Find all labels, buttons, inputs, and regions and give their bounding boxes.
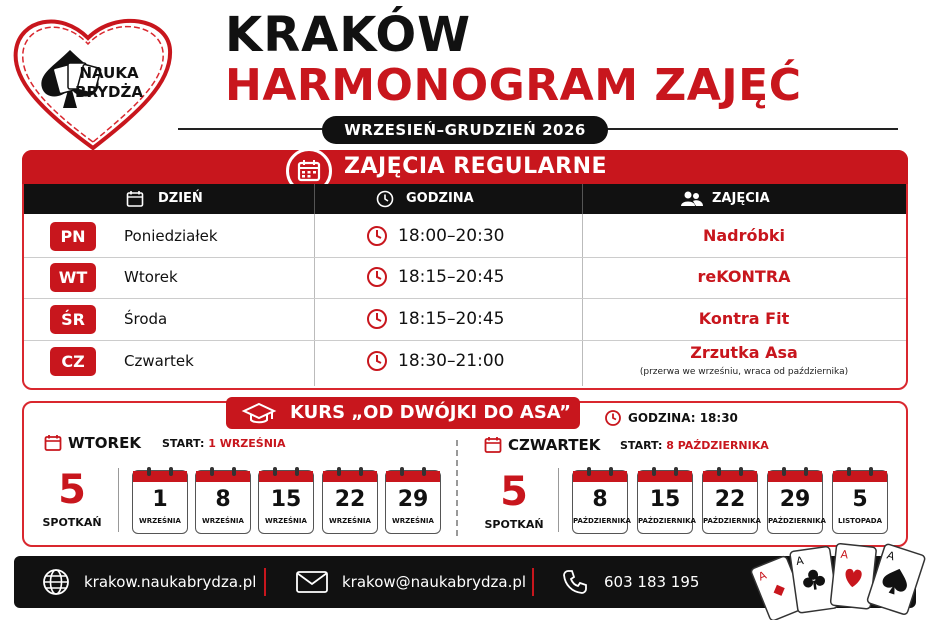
website-link[interactable]: krakow.naukabrydza.pl xyxy=(84,573,257,591)
calendar-icon xyxy=(484,436,502,454)
day-name: Czwartek xyxy=(124,352,194,370)
activity-note: (przerwa we wrześniu, wraca od października) xyxy=(639,367,849,377)
column-label-time: GODZINA xyxy=(406,191,474,206)
date-day: 8 xyxy=(592,487,608,512)
email-link[interactable]: krakow@naukabrydza.pl xyxy=(342,573,527,591)
clock-icon xyxy=(366,225,388,247)
course-hours: GODZINA: 18:30 xyxy=(628,411,738,425)
time-range: 18:15–20:45 xyxy=(398,309,505,329)
date-month: WRZEŚNIA xyxy=(202,517,244,525)
logo xyxy=(8,8,178,158)
day-name: Wtorek xyxy=(124,268,178,286)
table-row xyxy=(24,341,906,381)
footer-separator xyxy=(532,568,534,596)
date-card xyxy=(637,470,696,534)
day-badge: WT xyxy=(50,263,96,292)
graduation-cap-icon xyxy=(242,401,276,425)
clock-icon xyxy=(366,308,388,330)
column-label-day: DZIEŃ xyxy=(158,191,203,206)
date-card xyxy=(572,470,631,534)
date-card xyxy=(385,470,441,534)
svg-text:A: A xyxy=(795,554,805,568)
svg-text:A: A xyxy=(885,548,897,564)
activity-name: Kontra Fit xyxy=(698,309,790,328)
date-card xyxy=(132,470,188,534)
date-month: WRZEŚNIA xyxy=(265,517,307,525)
divider xyxy=(118,468,119,532)
column-header-activity xyxy=(680,184,770,214)
table-row xyxy=(24,216,906,256)
start-date: 1 WRZEŚNIA xyxy=(208,437,286,450)
day-badge: CZ xyxy=(50,347,96,376)
phone-icon xyxy=(562,569,588,595)
day-badge: ŚR xyxy=(50,305,96,334)
divider xyxy=(558,468,559,532)
date-card xyxy=(767,470,826,534)
course-day-thursday: CZWARTEK xyxy=(508,436,601,454)
footer-separator xyxy=(264,568,266,596)
playing-cards-icon xyxy=(756,540,930,620)
clock-icon xyxy=(366,350,388,372)
logo-line-1: NAUKA xyxy=(79,64,139,82)
day-name: Poniedziałek xyxy=(124,227,218,245)
calendar-icon xyxy=(44,434,62,452)
date-card xyxy=(258,470,314,534)
phone-number[interactable]: 603 183 195 xyxy=(604,573,700,591)
course-start-tuesday xyxy=(162,434,286,454)
svg-text:A: A xyxy=(839,547,849,562)
date-card xyxy=(322,470,378,534)
period-badge: WRZESIEŃ–GRUDZIEŃ 2026 xyxy=(322,116,608,144)
activity-name: Zrzutka Asa xyxy=(690,343,798,362)
day-badge: PN xyxy=(50,222,96,251)
date-day: 15 xyxy=(270,487,302,512)
activity-name: Nadróbki xyxy=(702,226,786,245)
page-title: KRAKÓW xyxy=(225,7,472,63)
date-day: 8 xyxy=(215,487,231,512)
meeting-count: 5 xyxy=(500,469,528,515)
mail-icon xyxy=(296,571,328,593)
date-day: 1 xyxy=(152,487,168,512)
time-range: 18:15–20:45 xyxy=(398,267,505,287)
date-month: WRZEŚNIA xyxy=(329,517,371,525)
meeting-count: 5 xyxy=(58,467,86,513)
start-label: START: xyxy=(162,437,205,450)
date-month: WRZEŚNIA xyxy=(392,517,434,525)
column-divider xyxy=(314,184,315,214)
section-divider xyxy=(456,440,458,536)
clock-icon xyxy=(376,190,394,208)
users-icon xyxy=(680,190,704,208)
date-day: 5 xyxy=(852,487,868,512)
time-range: 18:00–20:30 xyxy=(398,226,505,246)
date-month: PAŹDZIERNIKA xyxy=(638,517,696,525)
course-start-thursday xyxy=(620,436,769,456)
course-day-tuesday: WTOREK xyxy=(68,434,141,452)
table-header xyxy=(24,184,906,214)
date-month: LISTOPADA xyxy=(838,517,882,525)
date-month: WRZEŚNIA xyxy=(139,517,181,525)
clock-icon xyxy=(366,266,388,288)
course-title: KURS „OD DWÓJKI DO ASA” xyxy=(290,402,571,423)
date-card xyxy=(195,470,251,534)
logo-text xyxy=(74,64,144,102)
date-day: 22 xyxy=(714,487,746,512)
page-subtitle: HARMONOGRAM ZAJĘĆ xyxy=(225,60,802,111)
svg-text:A: A xyxy=(756,568,769,584)
date-card xyxy=(702,470,761,534)
date-day: 29 xyxy=(779,487,811,512)
column-header-day xyxy=(128,184,203,214)
date-card xyxy=(832,470,888,534)
column-divider xyxy=(582,184,583,214)
time-range: 18:30–21:00 xyxy=(398,351,505,371)
day-name: Środa xyxy=(124,310,168,328)
table-row xyxy=(24,299,906,339)
regular-title: ZAJĘCIA REGULARNE xyxy=(344,154,608,179)
logo-line-2: BRYDŻA xyxy=(75,83,143,101)
date-day: 29 xyxy=(397,487,429,512)
activity-name: reKONTRA xyxy=(697,267,791,286)
date-month: PAŹDZIERNIKA xyxy=(573,517,631,525)
globe-icon xyxy=(42,568,70,596)
meeting-count-label: SPOTKAŃ xyxy=(484,518,544,531)
date-month: PAŹDZIERNIKA xyxy=(768,517,826,525)
column-header-time xyxy=(376,184,474,214)
column-label-activity: ZAJĘCIA xyxy=(712,191,770,206)
date-day: 15 xyxy=(649,487,681,512)
date-month: PAŹDZIERNIKA xyxy=(703,517,761,525)
calendar-icon xyxy=(126,190,144,208)
clock-icon xyxy=(604,409,622,427)
table-row xyxy=(24,257,906,297)
start-label: START: xyxy=(620,439,663,452)
meeting-count-label: SPOTKAŃ xyxy=(42,516,102,529)
start-date: 8 PAŹDZIERNIKA xyxy=(666,439,769,452)
date-day: 22 xyxy=(334,487,366,512)
